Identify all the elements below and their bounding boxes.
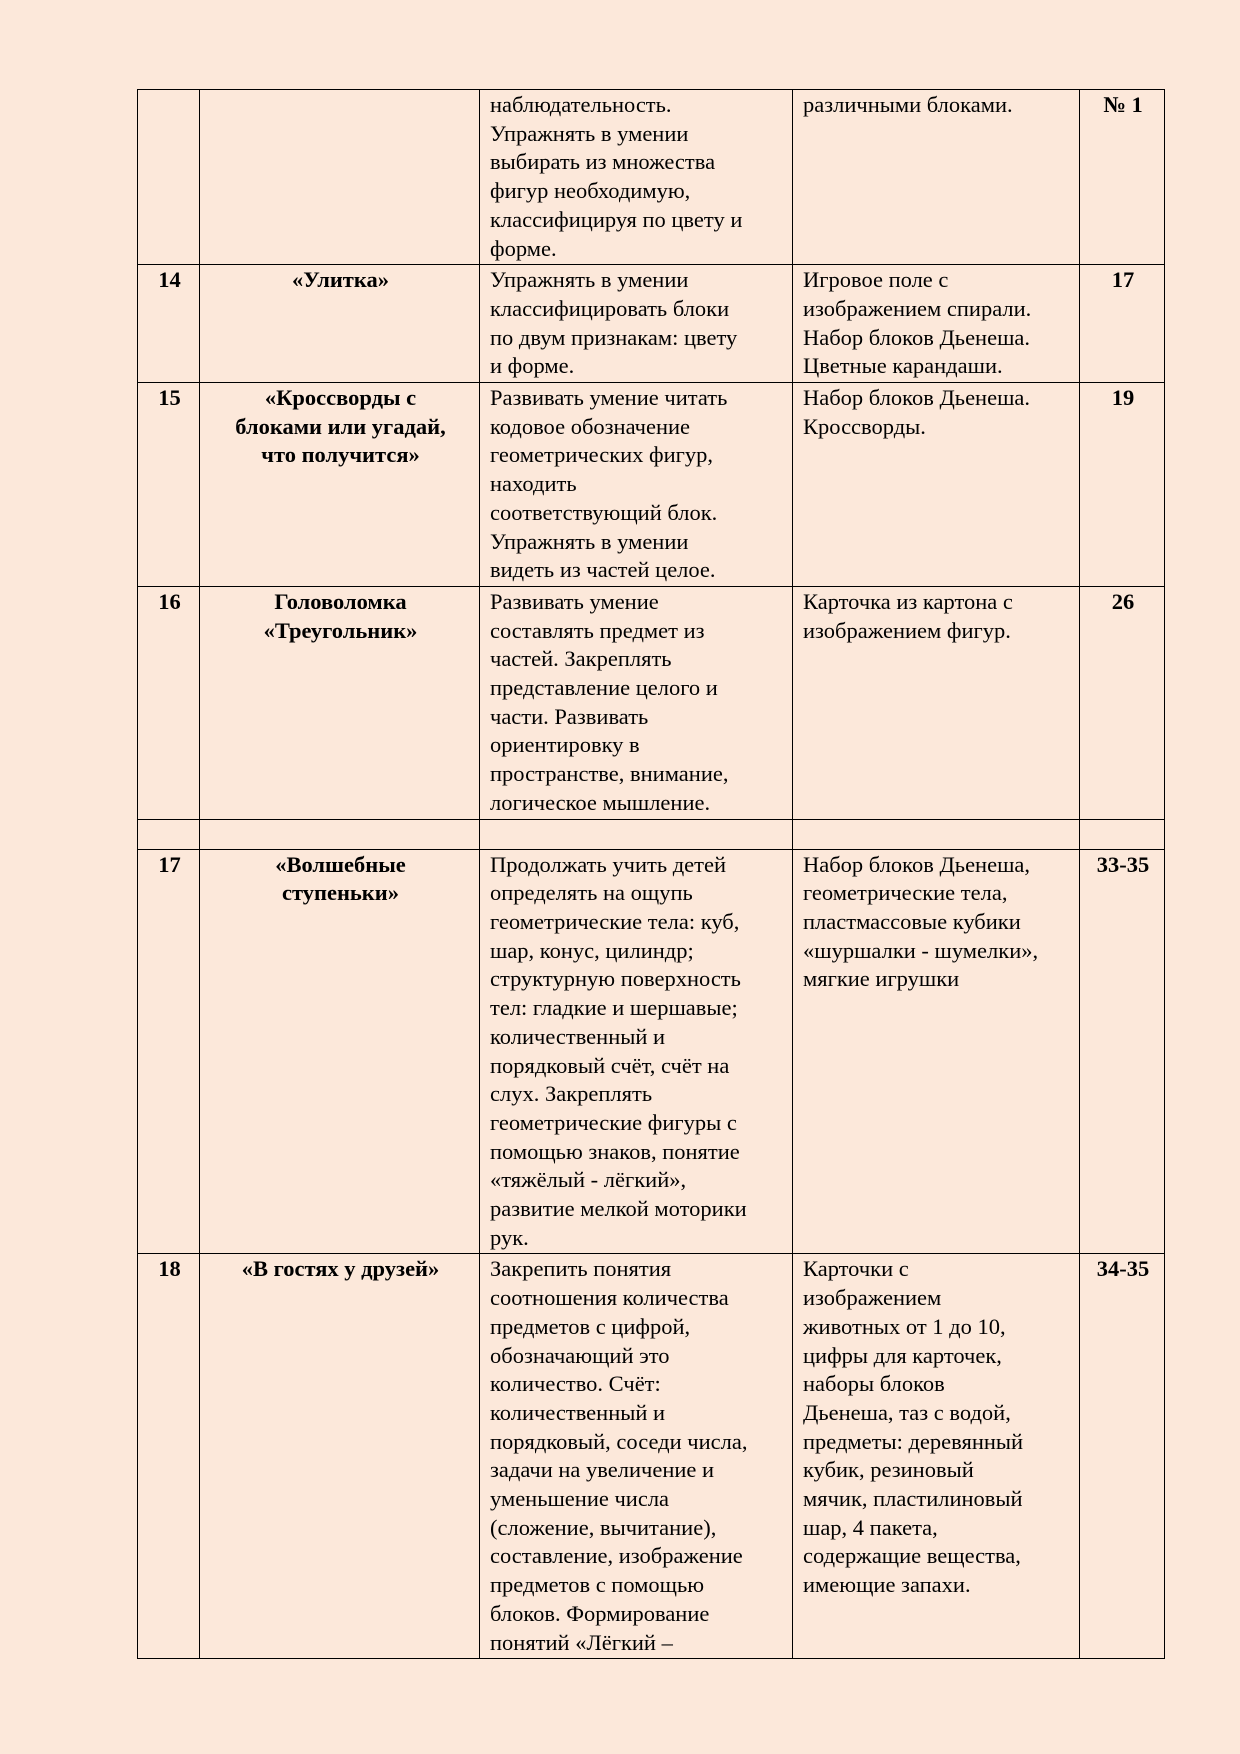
lesson-description-line: уменьшение числа: [490, 1486, 670, 1512]
lesson-number-cell: [138, 849, 200, 1254]
lesson-materials-line: наборы блоков: [803, 1371, 945, 1397]
lesson-description-line: развитие мелкой моторики: [490, 1196, 747, 1222]
lesson-description-line: обозначающий это: [490, 1342, 670, 1368]
lesson-description-line: частей. Закреплять: [490, 646, 672, 672]
lesson-description-line: соответствующий блок.: [490, 499, 718, 525]
lesson-page-cell: [1080, 383, 1165, 587]
lesson-page: 19: [1111, 385, 1135, 411]
lesson-description-line: шар, конус, цилиндр;: [490, 937, 694, 963]
lesson-description-line: (сложение, вычитание),: [490, 1514, 717, 1540]
lesson-materials-line: Набор блоков Дьенеша.: [803, 324, 1031, 350]
lesson-title-line: блоками или угадай,: [235, 413, 446, 439]
lesson-materials-line: пластмассовые кубики: [803, 908, 1021, 934]
lesson-materials-cell: [793, 586, 1080, 819]
lesson-number: 15: [158, 385, 181, 411]
lesson-description-line: помощью знаков, понятие: [490, 1138, 740, 1164]
lesson-title-line: что получится»: [261, 442, 420, 468]
lesson-description-line: выбирать из множества: [490, 149, 716, 175]
lesson-number: 14: [158, 267, 181, 293]
lesson-materials-line: «шуршалки - шумелки»,: [803, 937, 1039, 963]
lesson-plan-body: [138, 90, 1165, 1659]
lesson-materials-cell: [793, 265, 1080, 383]
lesson-materials-line: предметы: деревянный: [803, 1428, 1024, 1454]
lesson-page: 26: [1111, 588, 1135, 614]
lesson-description-cell: [480, 383, 793, 587]
table-row: [138, 90, 1165, 265]
lesson-description-line: понятий «Лёгкий –: [490, 1629, 673, 1655]
lesson-number: 18: [158, 1256, 181, 1282]
table-row: [138, 1254, 1165, 1659]
lesson-description-line: структурную поверхность: [490, 966, 741, 992]
lesson-page-cell: [1080, 586, 1165, 819]
lesson-title-cell: [200, 586, 480, 819]
lesson-materials-cell: [793, 819, 1080, 849]
lesson-description-line: предметов с помощью: [490, 1572, 705, 1598]
lesson-materials-line: изображением фигур.: [803, 617, 1011, 643]
lesson-description-cell: [480, 1254, 793, 1659]
lesson-materials-line: Карточки с: [803, 1256, 909, 1282]
lesson-materials-line: изображением спирали.: [803, 295, 1032, 321]
lesson-description-cell: [480, 819, 793, 849]
lesson-description-cell: [480, 90, 793, 265]
lesson-materials-line: Набор блоков Дьенеша,: [803, 851, 1031, 877]
lesson-number-cell: [138, 1254, 200, 1659]
lesson-description-line: составлять предмет из: [490, 617, 705, 643]
lesson-description-line: части. Развивать: [490, 703, 649, 729]
lesson-materials-line: животных от 1 до 10,: [803, 1313, 1006, 1339]
lesson-description-line: геометрические тела: куб,: [490, 908, 740, 934]
lesson-description-line: порядковый, соседи числа,: [490, 1428, 748, 1454]
lesson-description-line: по двум признакам: цвету: [490, 324, 738, 350]
lesson-materials-line: Карточка из картона с: [803, 588, 1013, 614]
lesson-description-line: «тяжёлый - лёгкий»,: [490, 1167, 687, 1193]
lesson-description-line: представление целого и: [490, 675, 718, 701]
lesson-materials-line: геометрические тела,: [803, 880, 1008, 906]
lesson-title-line: Головоломка: [274, 588, 407, 614]
lesson-title-line: «Кроссворды с: [264, 385, 417, 411]
lesson-description-line: видеть из частей целое.: [490, 557, 716, 583]
lesson-description-line: геометрические фигуры с: [490, 1109, 737, 1135]
lesson-description-line: Продолжать учить детей: [490, 851, 727, 877]
table-row: [138, 586, 1165, 819]
lesson-description-line: составление, изображение: [490, 1543, 743, 1569]
lesson-description-line: Упражнять в умении: [490, 528, 689, 554]
lesson-page-cell: [1080, 90, 1165, 265]
lesson-number-cell: [138, 586, 200, 819]
lesson-page-cell: [1080, 819, 1165, 849]
lesson-materials-line: Цветные карандаши.: [803, 353, 1003, 379]
lesson-description-line: Развивать умение читать: [490, 385, 728, 411]
lesson-materials-line: шар, 4 пакета,: [803, 1514, 938, 1540]
lesson-title-cell: [200, 1254, 480, 1659]
lesson-description-line: блоков. Формирование: [490, 1600, 710, 1626]
lesson-description-line: соотношения количества: [490, 1285, 729, 1311]
lesson-description-line: ориентировку в: [490, 732, 640, 758]
lesson-title-cell: [200, 849, 480, 1254]
lesson-description-line: предметов с цифрой,: [490, 1313, 691, 1339]
lesson-number-cell: [138, 90, 200, 265]
lesson-description-line: определять на ощупь: [490, 880, 693, 906]
lesson-description-line: фигур необходимую,: [490, 178, 691, 204]
lesson-description-line: количественный и: [490, 1399, 666, 1425]
lesson-description-line: Упражнять в умении: [490, 267, 689, 293]
lesson-description-cell: [480, 849, 793, 1254]
lesson-title-line: ступеньки»: [282, 880, 399, 906]
lesson-description-cell: [480, 265, 793, 383]
lesson-description-line: Развивать умение: [490, 588, 659, 614]
lesson-description-line: классифицируя по цвету и: [490, 206, 743, 232]
lesson-title-line: «Улитка»: [292, 267, 389, 293]
lesson-description-line: порядковый счёт, счёт на: [490, 1052, 730, 1078]
lesson-description-line: пространстве, внимание,: [490, 761, 729, 787]
lesson-description-line: и форме.: [490, 353, 575, 379]
lesson-description-line: Закрепить понятия: [490, 1256, 672, 1282]
lesson-plan-table: [137, 89, 1165, 1659]
lesson-materials-line: Набор блоков Дьенеша.: [803, 385, 1031, 411]
lesson-description-line: форме.: [490, 235, 557, 261]
lesson-title-line: «В гостях у друзей»: [241, 1256, 440, 1282]
lesson-materials-line: различными блоками.: [803, 92, 1013, 117]
lesson-title-line: «Волшебные: [275, 851, 406, 877]
lesson-description-line: количественный и: [490, 1023, 666, 1049]
lesson-page-cell: [1080, 849, 1165, 1254]
table-row: [138, 265, 1165, 383]
lesson-description-line: логическое мышление.: [490, 789, 711, 815]
table-row: [138, 819, 1165, 849]
lesson-description-line: тел: гладкие и шершавые;: [490, 995, 738, 1021]
lesson-title-cell: [200, 90, 480, 265]
lesson-number-cell: [138, 265, 200, 383]
lesson-page: № 1: [1103, 92, 1143, 117]
lesson-description-line: находить: [490, 471, 577, 497]
lesson-description-line: классифицировать блоки: [490, 295, 730, 321]
lesson-number-cell: [138, 383, 200, 587]
lesson-description-line: кодовое обозначение: [490, 413, 691, 439]
lesson-description-line: геометрических фигур,: [490, 442, 714, 468]
lesson-page: 17: [1111, 267, 1135, 293]
lesson-number: 16: [158, 588, 181, 614]
lesson-materials-line: Дьенеша, таз с водой,: [803, 1399, 1011, 1425]
lesson-description-line: слух. Закреплять: [490, 1081, 653, 1107]
lesson-title-cell: [200, 819, 480, 849]
lesson-title-cell: [200, 265, 480, 383]
lesson-description-line: Упражнять в умении: [490, 120, 689, 146]
lesson-materials-line: содержащие вещества,: [803, 1543, 1021, 1569]
lesson-title-line: «Треугольник»: [263, 617, 418, 643]
lesson-title-cell: [200, 383, 480, 587]
lesson-materials-line: цифры для карточек,: [803, 1342, 1002, 1368]
lesson-materials-line: имеющие запахи.: [803, 1572, 971, 1598]
lesson-materials-line: кубик, резиновый: [803, 1457, 974, 1483]
table-row: [138, 383, 1165, 587]
lesson-materials-line: Кроссворды.: [803, 413, 926, 439]
lesson-materials-cell: [793, 383, 1080, 587]
lesson-page-cell: [1080, 1254, 1165, 1659]
lesson-page: 34-35: [1096, 1256, 1150, 1282]
lesson-description-line: наблюдательность.: [490, 92, 672, 117]
table-row: [138, 849, 1165, 1254]
lesson-description-cell: [480, 586, 793, 819]
lesson-materials-line: изображением: [803, 1285, 942, 1311]
lesson-number: 17: [158, 851, 181, 877]
lesson-page-cell: [1080, 265, 1165, 383]
lesson-description-line: количество. Счёт:: [490, 1371, 661, 1397]
lesson-materials-line: Игровое поле с: [803, 267, 949, 293]
lesson-page: 33-35: [1096, 851, 1150, 877]
lesson-materials-cell: [793, 90, 1080, 265]
lesson-number-cell: [138, 819, 200, 849]
lesson-materials-cell: [793, 1254, 1080, 1659]
lesson-materials-line: мячик, пластилиновый: [803, 1486, 1023, 1512]
lesson-materials-cell: [793, 849, 1080, 1254]
lesson-description-line: рук.: [490, 1224, 529, 1250]
lesson-materials-line: мягкие игрушки: [803, 966, 960, 992]
lesson-description-line: задачи на увеличение и: [490, 1457, 715, 1483]
